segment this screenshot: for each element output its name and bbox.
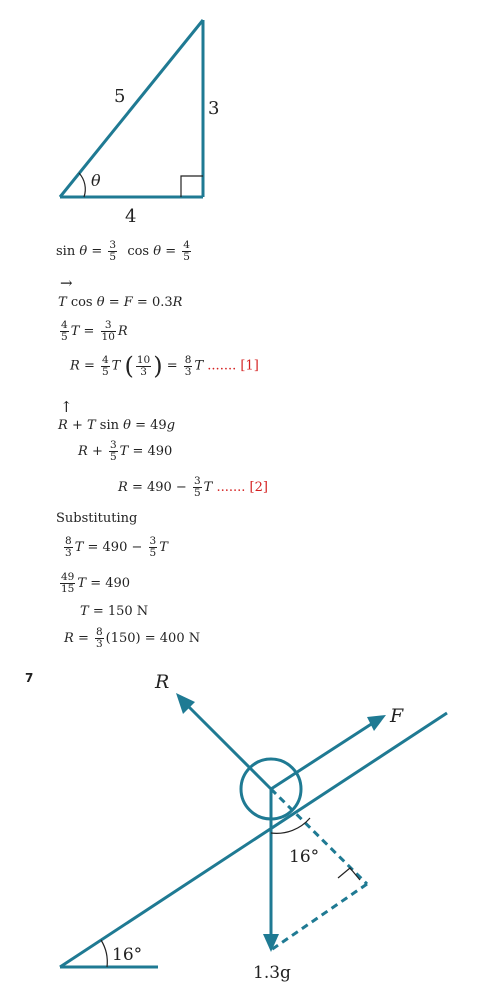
substituting-label: Substituting <box>56 511 138 526</box>
eq-R-8-3-T: R = $\frac{4}{5}$ T ( $\frac{10}{3}$ ) = $\frac{8}{3}$ T ....... [1] <box>70 352 259 380</box>
angle-theta-arc <box>79 173 85 197</box>
question-number-7: 7 <box>25 671 34 685</box>
eq-tcos: T cos θ = F = 0.3R <box>58 295 183 310</box>
eq-R-400: R = $\frac{8}{3}$ (150) = 400 N <box>64 626 201 650</box>
label-adjacent: 4 <box>125 206 137 227</box>
equation-marker-1: ....... [1] <box>207 358 259 374</box>
incline-diagram <box>60 701 447 967</box>
eq-8-3T-equals: $\frac{8}{3}$ T = 490 − $\frac{3}{5}$ T <box>65 535 168 559</box>
triangle-hypotenuse <box>60 20 203 197</box>
eq-T-150: T = 150 N <box>80 604 149 619</box>
eq-R-490-minus: R = 490 − $\frac{3}{5}$ T ....... [2] <box>118 475 268 499</box>
label-angle-16-weight: 16° <box>289 847 320 867</box>
angle-arc-incline <box>101 940 107 967</box>
label-R: R <box>155 671 170 693</box>
arrowhead-F <box>367 715 386 731</box>
weight-components-dashed <box>271 789 367 950</box>
eq-49-15T: $\frac{49}{15}$ T = 490 <box>61 571 131 595</box>
eq-sin-cos: sin θ = $\frac{3}{5}$ cos θ = $\frac{4}{5}$ <box>56 239 190 263</box>
right-angle-marker <box>181 176 203 197</box>
frac-4-5: $\frac{4}{5}$ <box>183 239 190 263</box>
eq-R-plus-Tsin: R + T sin θ = 49g <box>58 418 176 433</box>
force-F-arrow <box>271 721 376 789</box>
label-hypotenuse: 5 <box>114 86 126 107</box>
incline-slope-line <box>60 713 447 967</box>
eq-4-5-T: $\frac{4}{5}$ T = $\frac{3}{10}$ R <box>61 319 128 343</box>
label-opposite: 3 <box>208 98 220 119</box>
frac-3-5: $\frac{3}{5}$ <box>109 239 117 263</box>
label-angle-16-incline: 16° <box>112 945 143 965</box>
arrow-right-resolve: → <box>60 274 73 292</box>
arrowhead-weight <box>263 934 279 952</box>
equation-marker-2: ....... [2] <box>216 480 268 495</box>
eq-R-plus-3-5T: R + $\frac{3}{5}$ T = 490 <box>78 439 173 463</box>
label-F: F <box>390 705 404 727</box>
arrow-up-resolve: ↑ <box>60 398 73 416</box>
label-weight-1-3g: 1.3g <box>253 963 291 983</box>
label-theta: θ <box>91 171 101 190</box>
force-R-arrow <box>183 701 271 789</box>
triangle-diagram <box>60 20 203 197</box>
